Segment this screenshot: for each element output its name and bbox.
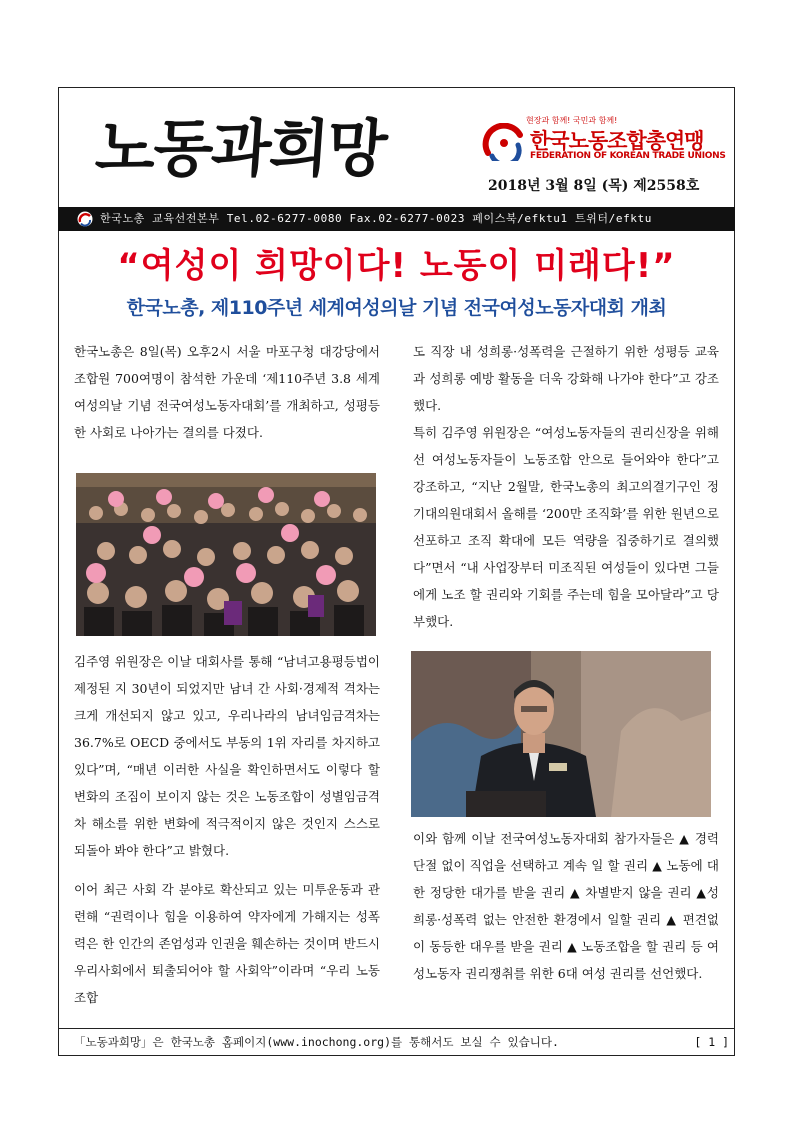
article-headline: “여성이 희망이다! 노동이 미래다!” [117,246,676,286]
org-name-english: FEDERATION OF KOREAN TRADE UNIONS [530,151,726,161]
rally-crowd-photo [76,473,376,636]
contact-info: 한국노총 교육선전본부 Tel.02-6277-0080 Fax.02-6277-0023 페이스북/efktu1 트위터/efktu [100,212,652,225]
page-number: [ 1 ] [694,1035,729,1049]
article-paragraph: 이와 함께 이날 전국여성노동자대회 참가자들은 ▲ 경력단절 없이 직업을 선택하고 계속 일 할 권리 ▲ 노동에 대한 정당한 대가를 받을 권리 ▲ 차별받지 않을 권리 ▲성희롱·성폭력 없는 안전한 환경에서 일할 권리 ▲ 편견없이 동등한 대우를 받을 권리 ▲ 노동조합을 할 권리 등 여성노동자 권리쟁취를 위한 6대 여성 권리를 선언했다. [413,831,719,981]
newsletter-title: 노동과희망 [93,112,388,185]
article-subhead: 한국노총, 제110주년 세계여성의날 기념 전국여성노동자대회 개최 [126,297,667,319]
article-paragraph: 도 직장 내 성희롱·성폭력을 근절하기 위한 성평등 교육과 성희롱 예방 활동을 더욱 강화해 나가야 한다”고 강조했다. [413,344,719,413]
org-name-korean: 한국노동조합총연맹 [530,129,704,153]
org-slogan: 현장과 함께! 국민과 함께! [526,116,618,125]
footer-note: 「노동과희망」은 한국노총 홈페이지(www.inochong.org)를 통해서도 보실 수 있습니다. [74,1035,559,1049]
article-paragraph: 김주영 위원장은 이날 대회사를 통해 “남녀고용평등법이 제정된 지 30년이 되었지만 남녀 간 사회·경제적 격차는 크게 개선되지 않고 있고, 우리나라의 남녀임금격차는 36.7%로 OECD 중에서도 부동의 1위 자리를 차지하고 있다”며, “매년 이러한 사실을 확인하면서도 이렇다 할 변화의 조짐이 보이지 않는 것은 노동조합이 성별임금격차 해소를 위한 변화에 적극적이지 않은 것인지 스스로 되돌아 봐야 한다”고 밝혔다. [74,654,380,858]
page-footer [58,1028,735,1056]
fktu-small-logo-icon [77,211,93,227]
issue-date-number: 2018년 3월 8일 (목) 제2558호 [488,178,700,194]
contact-bar [58,207,735,231]
masthead [58,87,735,205]
fktu-logo-icon [482,123,526,161]
article-paragraph: 한국노총은 8일(목) 오후2시 서울 마포구청 대강당에서 조합원 700여명이 참석한 가운데 ‘제110주년 3.8 세계여성의날 기념 전국여성노동자대회’를 개최하고, 성평등한 사회로 나아가는 결의를 다졌다. [74,344,380,440]
article-paragraph: 특히 김주영 위원장은 “여성노동자들의 권리신장을 위해선 여성노동자들이 노동조합 안으로 들어와야 한다”고 강조하고, “지난 2월말, 한국노총의 최고의결기구인 정기대의원대회서 올해를 ‘200만 조직화’를 위한 원년으로 선포하고 조직 확대에 모든 역량을 집중하기로 결의했다”면서 “내 사업장부터 미조직된 여성들이 있다면 그들에게 노조 할 권리와 기회를 주는데 힘을 모아달라”고 당부했다. [413,425,719,629]
speaker-photo [411,651,711,817]
article-paragraph: 이어 최근 사회 각 분야로 확산되고 있는 미투운동과 관련해 “권력이나 힘을 이용하여 약자에게 가해지는 성폭력은 한 인간의 존엄성과 인권을 훼손하는 것이며 반드시 우리사회에서 퇴출되어야 할 사회악”이라며 “우리 노동조합 [74,882,380,1005]
